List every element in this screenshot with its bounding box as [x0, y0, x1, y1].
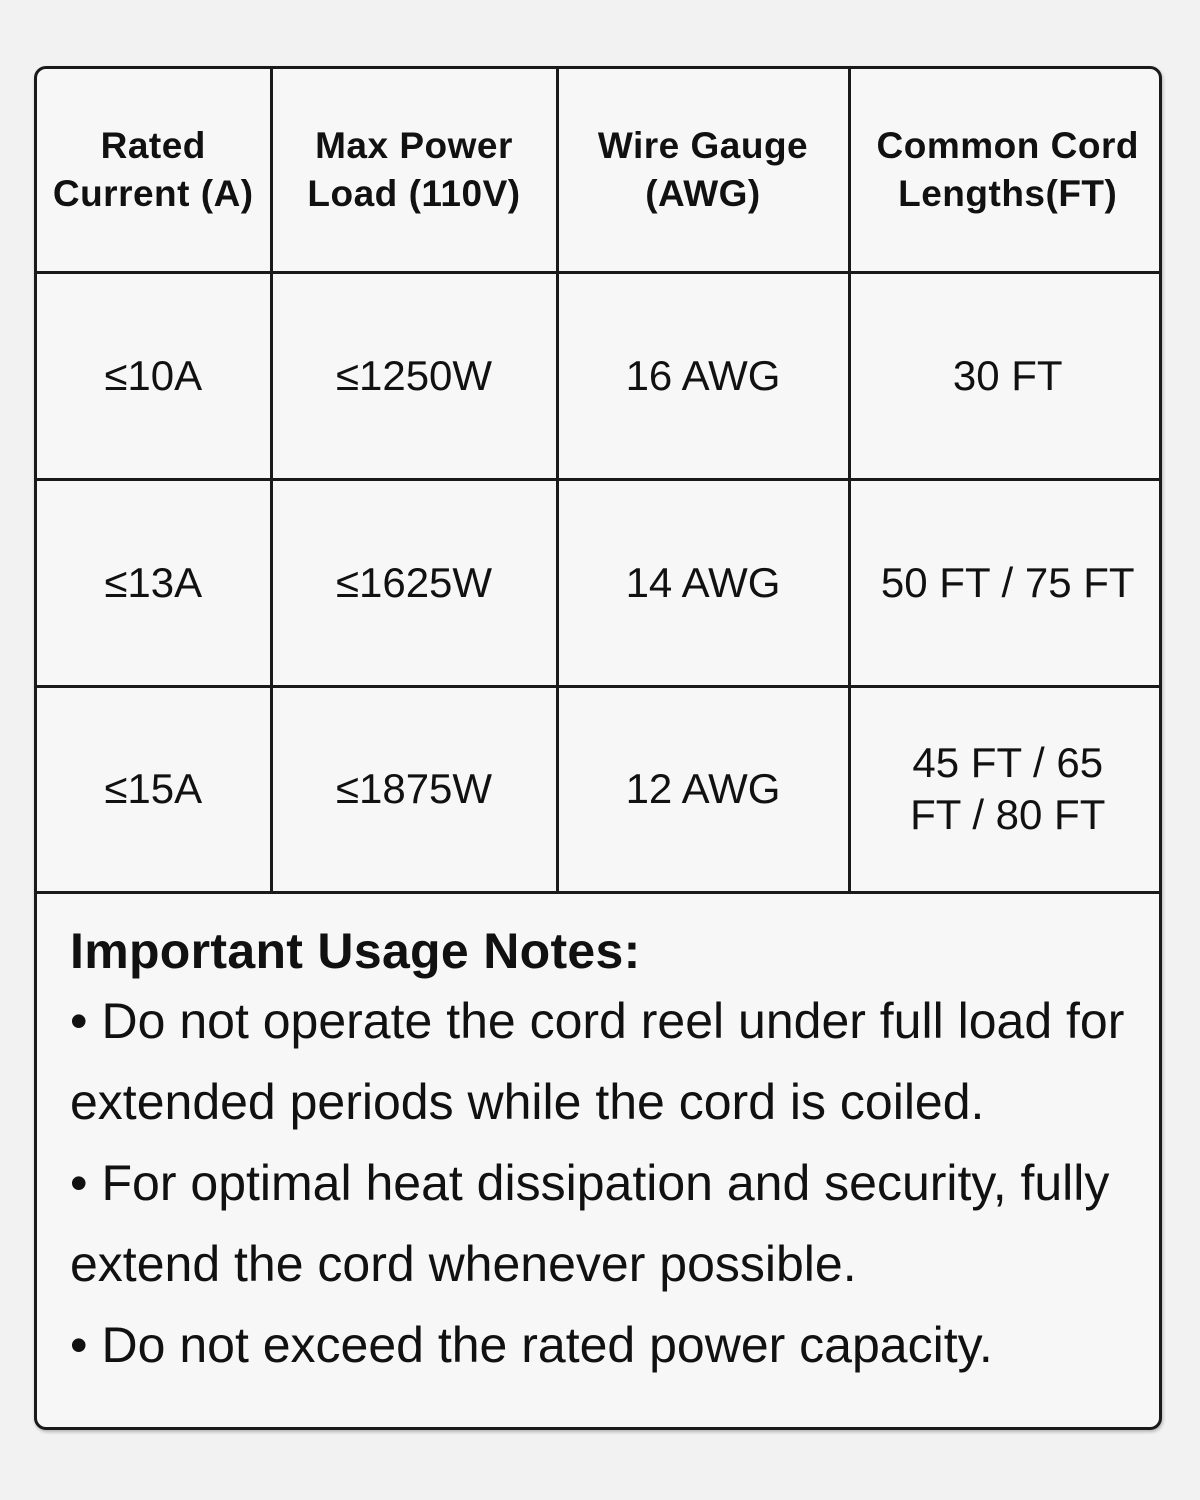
header-line: Max Power: [315, 124, 513, 166]
notes-title: Important Usage Notes:: [70, 923, 641, 979]
cell-wire-gauge: 14 AWG: [557, 479, 849, 686]
table-row: [37, 272, 1162, 479]
cell-max-power: ≤1250W: [271, 272, 557, 479]
header-rated-current: [37, 69, 271, 272]
usage-notes: [37, 891, 1159, 1386]
bullet-icon: •: [70, 993, 88, 1049]
bullet-icon: •: [70, 1155, 88, 1211]
header-line: Current (A): [52, 172, 254, 214]
header-line: (AWG): [645, 172, 761, 214]
note-text: Do not exceed the rated power capacity.: [101, 1317, 993, 1373]
header-line: Rated: [100, 124, 206, 166]
cell-cord-lengths: 50 FT / 75 FT: [849, 479, 1162, 686]
spec-card: [34, 66, 1162, 1430]
cell-cord-lengths: 45 FT / 65 FT / 80 FT: [849, 686, 1162, 892]
table-row: [37, 686, 1162, 892]
table-header-row: [37, 69, 1162, 272]
note-item: [70, 981, 1159, 1143]
header-wire-gauge: [557, 69, 849, 272]
spec-table: [37, 69, 1162, 894]
cell-rated-current: ≤10A: [37, 272, 271, 479]
cell-max-power: ≤1625W: [271, 479, 557, 686]
note-item: [70, 1143, 1159, 1305]
cell-rated-current: ≤13A: [37, 479, 271, 686]
note-text: For optimal heat dissipation and security, fully extend the cord whenever possible.: [70, 1155, 1110, 1292]
cell-max-power: ≤1875W: [271, 686, 557, 892]
header-line: Load (110V): [307, 172, 521, 214]
header-line: Lengths(FT): [898, 172, 1118, 214]
header-line: Wire Gauge: [597, 124, 809, 166]
note-text: Do not operate the cord reel under full load for extended periods while the cord is coiled.: [70, 993, 1125, 1130]
header-cord-lengths: [849, 69, 1162, 272]
note-item: [70, 1305, 1159, 1386]
header-line: Common Cord: [876, 124, 1139, 166]
cell-cord-lengths: 30 FT: [849, 272, 1162, 479]
header-max-power: [271, 69, 557, 272]
table-row: [37, 479, 1162, 686]
bullet-icon: •: [70, 1317, 88, 1373]
cell-wire-gauge: 16 AWG: [557, 272, 849, 479]
cell-rated-current: ≤15A: [37, 686, 271, 892]
cell-wire-gauge: 12 AWG: [557, 686, 849, 892]
